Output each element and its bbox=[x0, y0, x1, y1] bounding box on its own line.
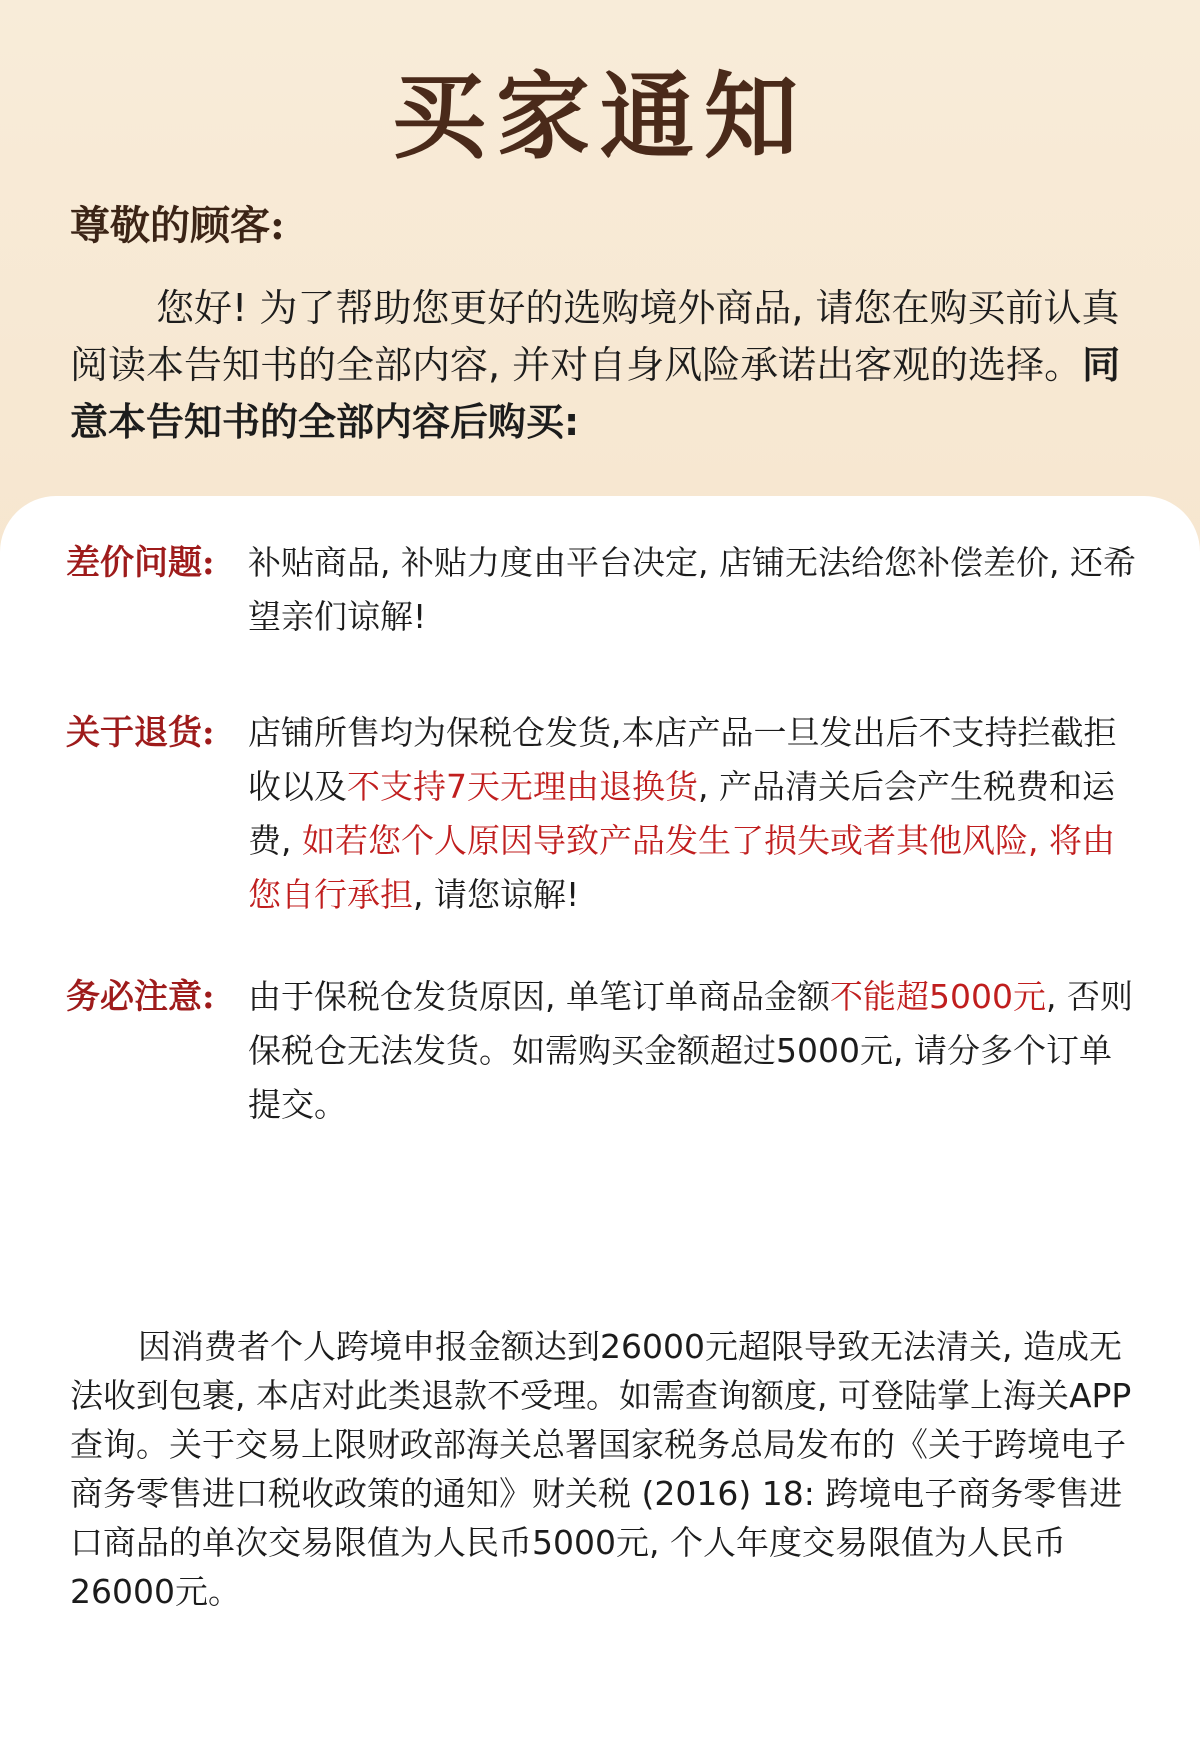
text-segment: 店铺所售均为保税仓发货,本店产品一旦发出后不支持拦截拒收以及 bbox=[248, 713, 1117, 806]
section-label: 差价问题: bbox=[66, 543, 215, 583]
text-segment: 由于保税仓发货原因, 单笔订单商品金额 bbox=[248, 977, 830, 1016]
section-text: 补贴商品, 补贴力度由平台决定, 店铺无法给您补偿差价, 还希望亲们谅解! bbox=[248, 543, 1136, 636]
text-segment: , 产品清关后会产生税费和运费, bbox=[248, 767, 1115, 860]
section-text bbox=[248, 970, 1138, 1132]
text-segment: , 请您谅解! bbox=[413, 875, 580, 914]
intro-paragraph bbox=[70, 280, 1150, 451]
intro-text: 您好! 为了帮助您更好的选购境外商品, 请您在购买前认真阅读本告知书的全部内容, 并对自身风险承诺出客观的选择。 bbox=[70, 286, 1120, 387]
page-title: 买家通知 bbox=[391, 62, 808, 172]
text-segment: , 否则保税仓无法发货。如需购买金额超过5000元, 请分多个订单提交。 bbox=[248, 977, 1133, 1124]
section-label: 务必注意: bbox=[66, 977, 215, 1017]
intro-bold-text: 同意本告知书的全部内容后购买: bbox=[70, 343, 1121, 444]
notice-header bbox=[0, 0, 1200, 520]
customs-limit-paragraph: 因消费者个人跨境申报金额达到26000元超限导致无法清关, 造成无法收到包裹, 本店对此类退款不受理。如需查询额度, 可登陆掌上海关APP查询。关于交易上限财政部海关总署国家税务总局发布的《关于跨境电子商务零售进口税收政策的通知》财关税 (2016) 18: 跨境电子商务零售进口商品的单次交易限值为人民币5000元, 个人年度交易限值为人民币26000元。 bbox=[70, 1327, 1132, 1611]
greeting: 尊敬的顾客: bbox=[70, 202, 285, 249]
section-text bbox=[248, 706, 1138, 922]
highlight-text: 不能超5000元 bbox=[829, 977, 1046, 1016]
section-label: 关于退货: bbox=[66, 713, 215, 753]
highlight-text: 如若您个人原因导致产品发生了损失或者其他风险, 将由您自行承担 bbox=[248, 821, 1115, 914]
highlight-text: 不支持7天无理由退换货 bbox=[347, 767, 698, 806]
